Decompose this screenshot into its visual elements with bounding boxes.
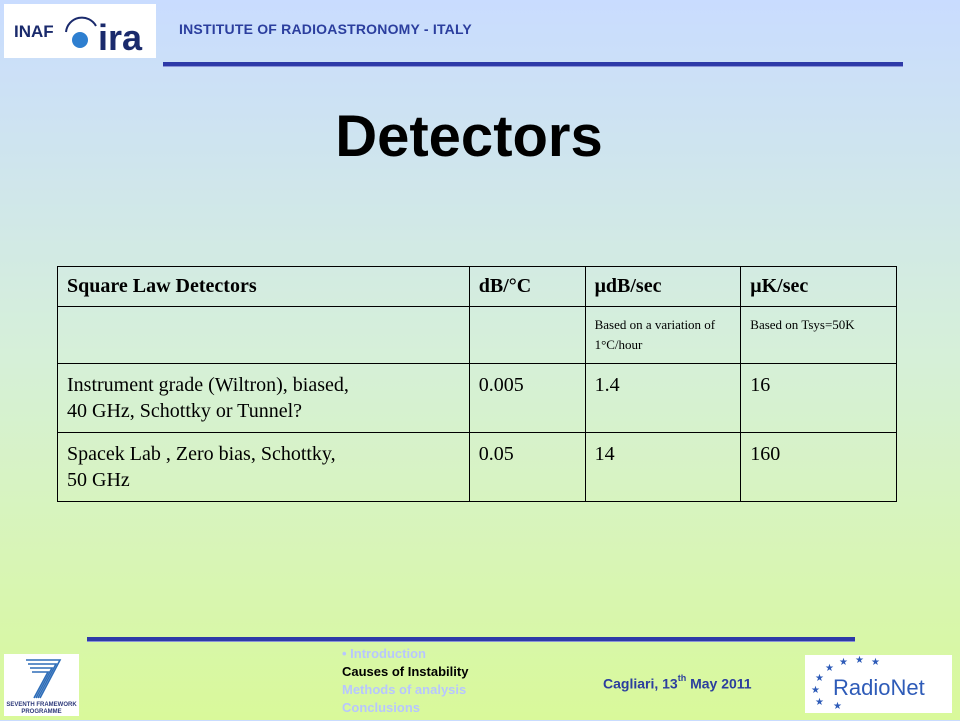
table-row (58, 433, 897, 502)
ira-logo-text: ira (98, 17, 143, 58)
note-cell-empty (469, 307, 585, 364)
note-cell-empty (58, 307, 470, 364)
date-suffix: May 2011 (686, 675, 752, 692)
nav-item-methods-of-analysis[interactable]: Methods of analysis (342, 682, 467, 697)
table-header-row (58, 267, 897, 307)
nav-item-conclusions[interactable]: Conclusions (342, 700, 421, 715)
svg-text:★: ★ (871, 657, 880, 668)
fp7-seven-icon (26, 660, 60, 698)
header-uk-per-sec: μK/sec (741, 267, 897, 307)
radionet-logo (805, 655, 952, 713)
header-udb-per-sec: μdB/sec (585, 267, 741, 307)
detector-name-line: Spacek Lab , Zero bias, Schottky, (67, 443, 336, 465)
fp7-label-line2: PROGRAMME (21, 709, 62, 715)
fp7-logo (4, 654, 79, 716)
inaf-ira-logo (4, 4, 156, 58)
detector-name-line: 40 GHz, Schottky or Tunnel? (67, 400, 302, 422)
table-row (58, 364, 897, 433)
svg-text:★: ★ (815, 673, 824, 684)
detector-name-cell (58, 433, 470, 502)
table-note-row (58, 307, 897, 364)
presentation-date (603, 675, 752, 692)
institute-name: INSTITUTE OF RADIOASTRONOMY - ITALY (179, 21, 472, 37)
date-ordinal: th (677, 673, 687, 683)
ira-logo-arc (66, 18, 96, 32)
detector-name-line: 50 GHz (67, 469, 130, 491)
uk-per-sec-value: 160 (741, 433, 897, 502)
detector-name-cell (58, 364, 470, 433)
fp7-label-line1: SEVENTH FRAMEWORK (6, 702, 77, 708)
db-per-c-value: 0.05 (469, 433, 585, 502)
header-detector-type: Square Law Detectors (58, 267, 470, 307)
agenda-nav (342, 645, 468, 717)
svg-text:★: ★ (825, 663, 834, 674)
detector-name-line: Instrument grade (Wiltron), biased, (67, 374, 349, 396)
ira-logo-dot (72, 32, 88, 48)
slide-title: Detectors (335, 104, 603, 169)
udb-per-sec-value: 14 (585, 433, 741, 502)
nav-item-introduction[interactable]: • Introduction (342, 646, 426, 661)
header-divider (163, 62, 903, 67)
uk-per-sec-value: 16 (741, 364, 897, 433)
inaf-logo-text: INAF (14, 22, 54, 41)
svg-text:★: ★ (811, 685, 820, 696)
footer-divider (87, 637, 855, 642)
header-db-per-c: dB/°C (469, 267, 585, 307)
udb-per-sec-value: 1.4 (585, 364, 741, 433)
svg-text:★: ★ (839, 657, 848, 668)
db-per-c-value: 0.005 (469, 364, 585, 433)
svg-text:★: ★ (855, 655, 864, 666)
note-uk-basis: Based on Tsys=50K (741, 307, 897, 364)
note-udb-basis: Based on a variation of 1°C/hour (585, 307, 741, 364)
date-prefix: Cagliari, 13 (603, 675, 678, 692)
svg-text:★: ★ (815, 697, 824, 708)
svg-text:★: ★ (833, 701, 842, 712)
radionet-wordmark: RadioNet (833, 675, 925, 700)
detectors-table (57, 266, 897, 502)
nav-item-causes-of-instability[interactable]: Causes of Instability (342, 664, 469, 679)
